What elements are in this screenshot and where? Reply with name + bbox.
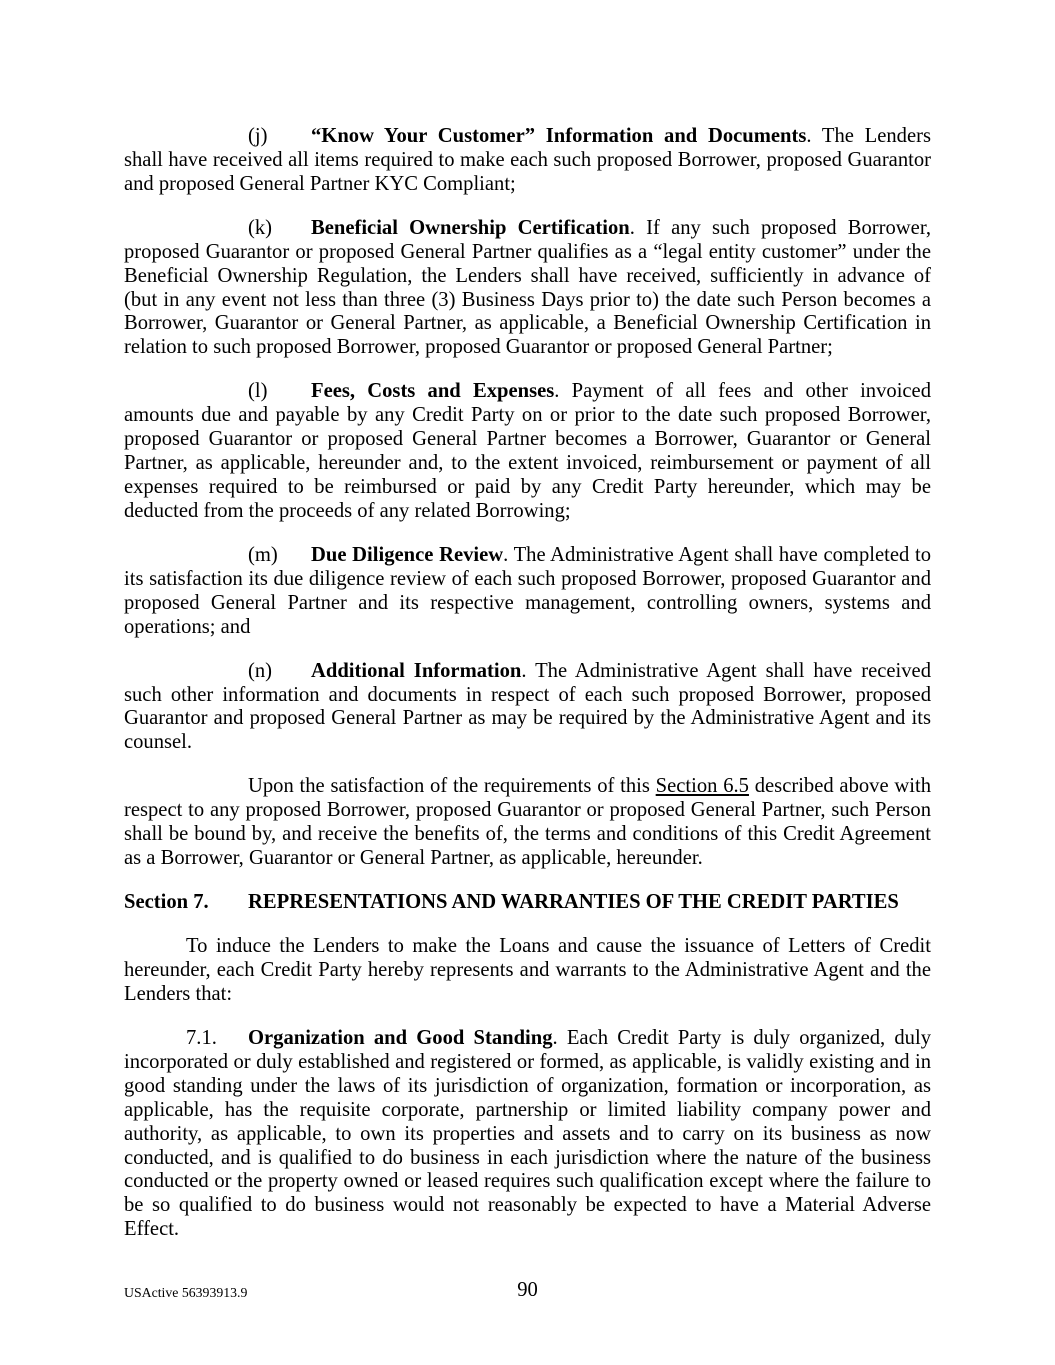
text-line: Effect.: [124, 1218, 180, 1241]
text-line: be so qualified to do business would not reasonably be expected to have a Material Adverse: [124, 1194, 931, 1217]
section-heading-line: [124, 891, 931, 915]
text-line: operations; and: [124, 615, 251, 638]
section-number: Section 7.: [124, 891, 209, 914]
text-line: and proposed General Partner KYC Compliant;: [124, 172, 516, 195]
clause-first-line: [124, 217, 931, 241]
clause-heading: Due Diligence Review: [311, 543, 504, 566]
paragraph-first-line: [124, 775, 931, 799]
text-line: Beneficial Ownership Regulation, the Lenders shall have received, sufficiently in advance of: [124, 264, 931, 287]
clause-first-line: [124, 125, 931, 149]
document-body: [124, 125, 931, 1262]
clause-l: [124, 380, 931, 523]
document-id: USActive 56393913.9: [124, 1285, 248, 1300]
clause-lead-text: . Payment of all fees and other invoiced: [554, 380, 931, 403]
clause-7-1: [124, 1027, 931, 1242]
clause-label: (n): [248, 659, 273, 682]
text-line: hereunder, each Credit Party hereby represents and warrants to the Administrative Agent and the: [124, 959, 931, 982]
text-line: counsel.: [124, 731, 193, 754]
clause-first-line: [124, 1027, 931, 1051]
section-title: REPRESENTATIONS AND WARRANTIES OF THE CREDIT PARTIES: [248, 891, 899, 914]
text-line: Guarantor and proposed General Partner as may be required by the Administrative Agent and its: [124, 707, 931, 730]
text-line: its satisfaction its due diligence review of each such proposed Borrower, proposed Guarantor and: [124, 567, 931, 590]
text-line: deducted from the proceeds of any related Borrowing;: [124, 499, 571, 522]
text-line: respect to any proposed Borrower, proposed Guarantor or proposed General Partner, such Person: [124, 799, 931, 822]
clause-m: [124, 544, 931, 640]
clause-lead-text: . The Lenders: [806, 125, 931, 147]
text-line: proposed Guarantor or proposed General Partner qualifies as a “legal entity customer” under the: [124, 240, 931, 263]
text-line: such other information and documents in respect of each such proposed Borrower, proposed: [124, 683, 931, 706]
clause-first-line: [124, 544, 931, 568]
text-line: conducted, and is qualified to do business in each jurisdiction where the nature of the business: [124, 1146, 931, 1169]
text-line: expenses required to be reimbursed or paid by any Credit Party hereunder, which may be: [124, 475, 931, 498]
clause-heading: “Know Your Customer” Information and Documents: [311, 125, 807, 147]
clause-heading: Fees, Costs and Expenses: [311, 380, 555, 403]
text-line: as a Borrower, Guarantor or General Partner, as applicable, hereunder.: [124, 847, 703, 870]
text-line: shall have received all items required to make each such proposed Borrower, proposed Guarantor: [124, 148, 931, 171]
clause-lead-text: . Each Credit Party is duly organized, duly: [552, 1027, 931, 1050]
section-reference: Section 6.5: [655, 775, 749, 798]
induce-paragraph: [124, 935, 931, 1007]
clause-heading: Organization and Good Standing: [248, 1027, 553, 1050]
clause-j: [124, 125, 931, 197]
clause-label: (l): [248, 380, 268, 403]
text-line: incorporated or duly established and registered or formed, as applicable, is validly existing and in: [124, 1051, 931, 1073]
text-line: proposed General Partner and its respective management, controlling owners, systems and: [124, 591, 931, 614]
clause-lead-text: . The Administrative Agent shall have received: [521, 659, 931, 682]
clause-label: (k): [248, 216, 273, 239]
text-line: Partner, as applicable, hereunder and, to the extent invoiced, reimbursement or payment of all: [124, 452, 931, 475]
clause-label: 7.1.: [186, 1027, 217, 1050]
clause-lead-text: . The Administrative Agent shall have completed to: [503, 543, 931, 566]
satisfaction-paragraph: [124, 775, 931, 871]
clause-first-line: [124, 380, 931, 404]
text-line: relation to such proposed Borrower, proposed Guarantor or proposed General Partner;: [124, 336, 833, 359]
clause-label: (j): [248, 125, 268, 147]
page-number: 90: [517, 1279, 538, 1301]
clause-heading: Additional Information: [311, 659, 522, 682]
section-heading: [124, 891, 931, 915]
text-line: good standing under the laws of its jurisdiction of organization, formation or incorporation, as: [124, 1074, 931, 1097]
text-line: applicable, has the requisite corporate, partnership or limited liability company power and: [124, 1098, 931, 1121]
text-line: To induce the Lenders to make the Loans and cause the issuance of Letters of Credit: [186, 935, 931, 958]
text-line: (but in any event not less than three (3) Business Days prior to) the date such Person becomes a: [124, 288, 931, 311]
text-line: proposed Guarantor or proposed General Partner becomes a Borrower, Guarantor or General: [124, 428, 931, 451]
text-line: authority, as applicable, to own its properties and assets and to carry on its business as now: [124, 1122, 931, 1145]
clause-first-line: [124, 660, 931, 684]
clause-label: (m): [248, 543, 278, 566]
clause-k: [124, 217, 931, 360]
paragraph-text: described above with: [748, 775, 931, 798]
clause-heading: Beneficial Ownership Certification: [311, 216, 630, 239]
text-line: Lenders that:: [124, 983, 233, 1006]
paragraph-text: Upon the satisfaction of the requirements of this: [248, 775, 656, 798]
clause-lead-text: . If any such proposed Borrower,: [629, 216, 931, 239]
text-line: Borrower, Guarantor or General Partner, as applicable, a Beneficial Ownership Certification in: [124, 312, 931, 335]
clause-n: [124, 660, 931, 756]
text-line: conducted or the property owned or leased requires such qualification except where the failure to: [124, 1170, 931, 1193]
text-line: amounts due and payable by any Credit Party on or prior to the date such proposed Borrower,: [124, 404, 931, 427]
text-line: shall be bound by, and receive the benefits of, the terms and conditions of this Credit Agreement: [124, 823, 931, 846]
